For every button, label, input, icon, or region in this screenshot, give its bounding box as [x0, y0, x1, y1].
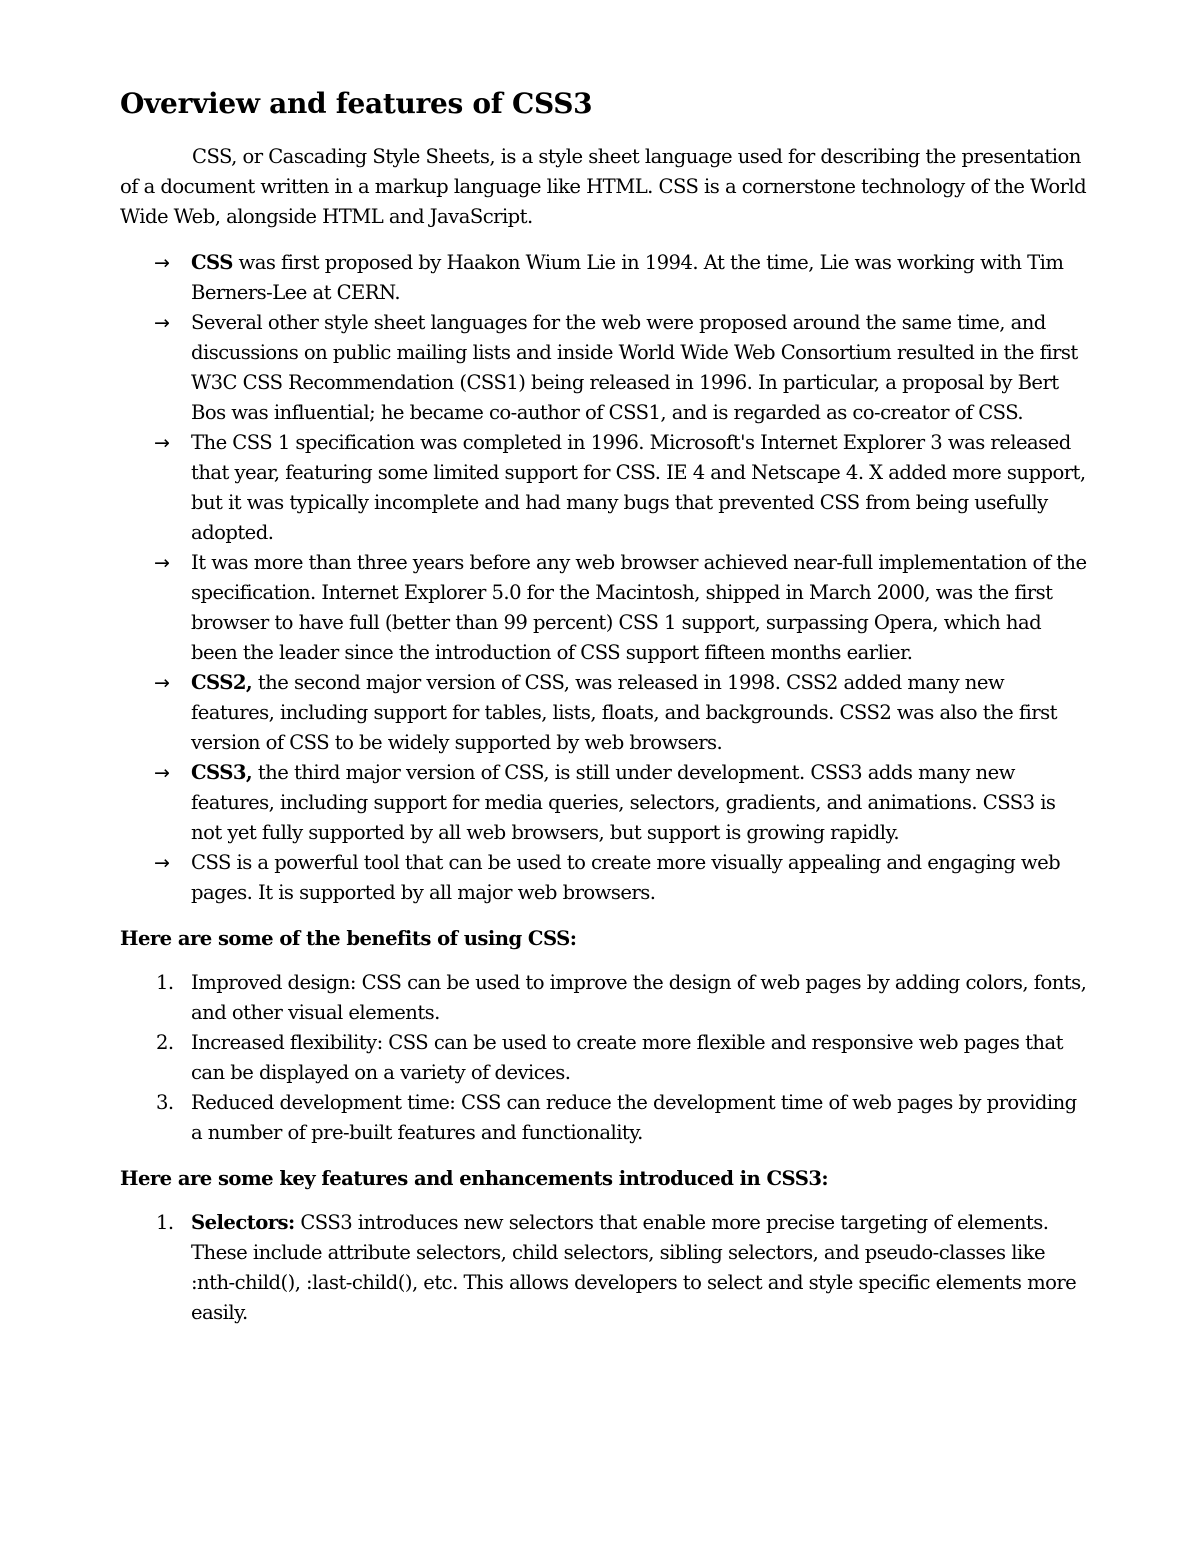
item-text: CSS is a powerful tool that can be used to create more visually appealing and engaging web pages. It is supported by all major web browsers. [191, 851, 1061, 904]
item-text: the third major version of CSS, is still under development. CSS3 adds many new features, including support for media queries, selectors, gradients, and animations. CSS3 is not yet fully supported by all web browsers, but support is growing rapidly. [191, 761, 1056, 844]
features-list [120, 1208, 1088, 1328]
arrow-icon: → [154, 852, 170, 874]
arrow-icon: → [154, 252, 170, 274]
intro-paragraph: CSS, or Cascading Style Sheets, is a style sheet language used for describing the presentation of a document written in a markup language like HTML. CSS is a cornerstone technology of the World Wide Web, alongside HTML and JavaScript. [120, 145, 1087, 228]
list-item [154, 848, 1088, 908]
list-item [156, 1088, 1088, 1148]
list-item [154, 308, 1088, 428]
list-item [156, 1028, 1088, 1088]
item-text: Improved design: CSS can be used to improve the design of web pages by adding colors, fonts, and other visual elements. [191, 971, 1087, 1024]
list-item [154, 668, 1088, 758]
document-page [120, 84, 1088, 1344]
benefits-list [120, 968, 1088, 1148]
item-text: The CSS 1 specification was completed in 1996. Microsoft's Internet Explorer 3 was released that year, featuring some limited support for CSS. IE 4 and Netscape 4. X added more support, but it was typically incomplete and had many bugs that prevented CSS from being usefully adopted. [191, 431, 1086, 544]
arrow-icon: → [154, 432, 170, 454]
item-bold-lead: CSS [191, 251, 233, 274]
list-item [156, 1208, 1088, 1328]
item-text: the second major version of CSS, was released in 1998. CSS2 added many new features, including support for tables, lists, floats, and backgrounds. CSS2 was also the first version of CSS to be widely supported by web browsers. [191, 671, 1057, 754]
item-bold-lead: Selectors: [191, 1211, 295, 1234]
benefits-heading: Here are some of the benefits of using CSS: [120, 927, 577, 950]
item-number: 1. [156, 1211, 174, 1234]
page-title: Overview and features of CSS3 [120, 87, 593, 120]
item-bold-lead: CSS3, [191, 761, 253, 784]
arrow-icon: → [154, 312, 170, 334]
item-text: Increased flexibility: CSS can be used to create more flexible and responsive web pages that can be displayed on a variety of devices. [191, 1031, 1063, 1084]
item-text: was first proposed by Haakon Wium Lie in 1994. At the time, Lie was working with Tim Berners-Lee at CERN. [191, 251, 1064, 304]
item-number: 3. [156, 1091, 174, 1114]
item-bold-lead: CSS2, [191, 671, 253, 694]
item-text: Several other style sheet languages for the web were proposed around the same time, and discussions on public mailing lists and inside World Wide Web Consortium resulted in the first W3C CSS Recommendation (CSS1) being released in 1996. In particular, a proposal by Bert Bos was influential; he became co-author of CSS1, and is regarded as co-creator of CSS. [191, 311, 1078, 424]
list-item [154, 428, 1088, 548]
list-item [154, 548, 1088, 668]
item-number: 2. [156, 1031, 174, 1054]
item-number: 1. [156, 971, 174, 994]
item-text: Reduced development time: CSS can reduce the development time of web pages by providing a number of pre-built features and functionality. [191, 1091, 1077, 1144]
arrow-icon: → [154, 672, 170, 694]
arrow-icon: → [154, 762, 170, 784]
item-text: CSS3 introduces new selectors that enable more precise targeting of elements. These include attribute selectors, child selectors, sibling selectors, and pseudo-classes like :nth-child(), :last-child(), etc. This allows developers to select and style specific elements more easily. [191, 1211, 1077, 1324]
list-item [154, 248, 1088, 308]
features-heading: Here are some key features and enhancements introduced in CSS3: [120, 1167, 829, 1190]
history-list [120, 248, 1088, 908]
arrow-icon: → [154, 552, 170, 574]
list-item [154, 758, 1088, 848]
list-item [156, 968, 1088, 1028]
item-text: It was more than three years before any web browser achieved near-full implementation of the specification. Internet Explorer 5.0 for the Macintosh, shipped in March 2000, was the first browser to have full (better than 99 percent) CSS 1 support, surpassing Opera, which had been the leader since the introduction of CSS support fifteen months earlier. [191, 551, 1087, 664]
